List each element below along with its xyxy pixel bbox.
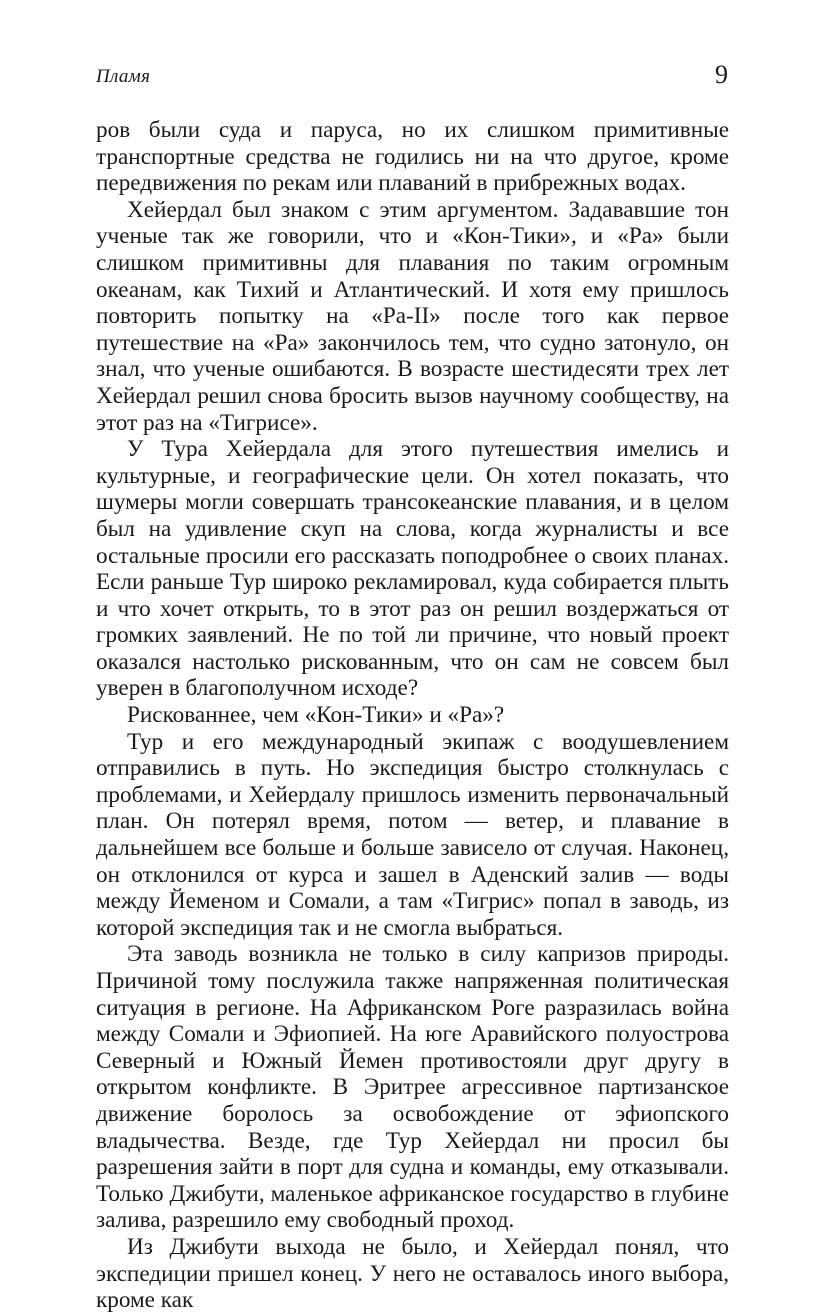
paragraph: Хейердал был знаком с этим аргументом. Задававшие тон ученые так же говорили, что и «Кон-Тики», и «Ра» были слишком примитивны для плавания по таким огромным океанам, как Тихий и Атлантический. И хотя ему пришлось повторить попытку на «Ра-II» после того как первое путешествие на «Ра» закончилось тем, что судно затонуло, он знал, что ученые ошибаются. В возрасте шестидесяти трех лет Хейердал решил снова бросить вызов научному сообществу, на этот раз на «Тигрисе». [96, 196, 729, 436]
paragraph: Тур и его международный экипаж с воодушевлением отправились в путь. Но экспедиция быстро столкнулась с проблемами, и Хейердалу пришлось изменить первоначальный план. Он потерял время, потом — ветер, и плавание в дальнейшем все больше и больше зависело от случая. Наконец, он отклонился от курса и зашел в Аденский залив — воды между Йеменом и Сомали, а там «Тигрис» попал в заводь, из которой экспедиция так и не смогла выбраться. [96, 728, 729, 941]
paragraph: Рискованнее, чем «Кон-Тики» и «Ра»? [127, 702, 505, 729]
paragraph: ров были суда и паруса, но их слишком примитивные транспортные средства не годились ни на что другое, кроме передвижения по рекам или плаваний в прибрежных водах. [96, 117, 729, 197]
running-head: Пламя [96, 66, 151, 87]
paragraph: Эта заводь возникла не только в силу капризов природы. Причиной тому послужила также напряженная политическая ситуация в регионе. На Африканском Роге разразилась война между Сомали и Эфиопией. На юге Аравийского полуострова Северный и Южный Йемен противостояли друг другу в открытом конфликте. В Эритрее агрессивное партизанское движение боролось за освобождение от эфиопского владычества. Везде, где Тур Хейердал ни просил бы разрешения зайти в порт для судна и команды, ему отказывали. Только Джибути, маленькое африканское государство в глубине залива, разрешило ему свободный проход. [96, 941, 729, 1234]
body-text [96, 117, 729, 1314]
page-number: 9 [715, 60, 728, 89]
paragraph: У Тура Хейердала для этого путешествия имелись и культурные, и географические цели. Он хотел показать, что шумеры могли совершать трансокеанские плавания, и в целом был на удивление скуп на слова, когда журналисты и все остальные просили его рассказать поподробнее о своих планах. Если раньше Тур широко рекламировал, куда собирается плыть и что хочет открыть, то в этот раз он решил воздержаться от громких заявлений. Не по той ли причине, что новый проект оказался настолько рискованным, что он сам не совсем был уверен в благополучном исходе? [96, 436, 729, 702]
paragraph: Из Джибути выхода не было, и Хейердал понял, что экспедиции пришел конец. У него не оставалось иного выбора, кроме как [96, 1233, 729, 1314]
